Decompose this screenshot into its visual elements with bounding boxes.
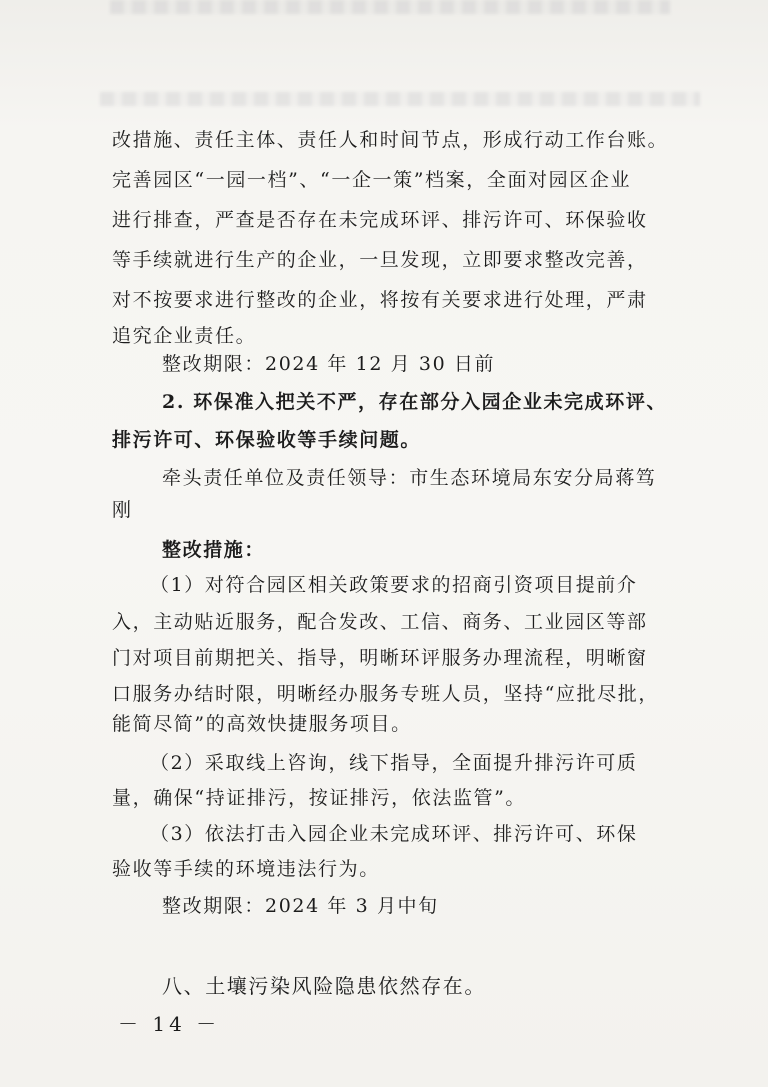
deadline-text: 整改期限：2024 年 12 月 30 日前 [162, 353, 496, 375]
paragraph-line: 改措施、责任主体、责任人和时间节点，形成行动工作台账。 [112, 129, 669, 151]
page-number: － 14 － [118, 1012, 221, 1036]
measure-item-1-line: 能简尽简”的高效快捷服务项目。 [112, 713, 412, 735]
measure-item-2: （2）采取线上咨询，线下指导，全面提升排污许可质 [150, 752, 638, 774]
measure-item-1-line: 口服务办结时限，明晰经办服务专班人员，坚持“应批尽批， [112, 683, 659, 705]
deadline-line [162, 352, 495, 376]
measure-item-3-line: 验收等手续的环境违法行为。 [112, 858, 380, 880]
deadline-line: 整改期限：2024 年 3 月中旬 [162, 895, 439, 917]
paragraph-line: 进行排查，严查是否存在未完成环评、排污许可、环保验收 [112, 209, 648, 231]
bleed-through-marks [100, 92, 700, 106]
paragraph-line: 完善园区“一园一档”、“一企一策”档案，全面对园区企业 [112, 169, 632, 191]
responsible-unit-line: 刚 [112, 499, 133, 521]
paragraph-line: 等手续就进行生产的企业，一旦发现，立即要求整改完善， [112, 249, 648, 271]
paragraph-line: 追究企业责任。 [112, 325, 257, 347]
issue-heading: 2. 环保准入把关不严，存在部分入园企业未完成环评、 [162, 391, 668, 413]
measure-item-3: （3）依法打击入园企业未完成环评、排污许可、环保 [150, 823, 638, 845]
paragraph-line: 对不按要求进行整改的企业，将按有关要求进行处理，严肃 [112, 289, 648, 311]
measures-heading: 整改措施： [162, 539, 266, 561]
measure-item-1-line: 入，主动贴近服务，配合发改、工信、商务、工业园区等部 [112, 611, 648, 633]
measure-item-1-line: 门对项目前期把关、指导，明晰环评服务办理流程，明晰窗 [112, 647, 648, 669]
issue-heading-continued: 排污许可、环保验收等手续问题。 [112, 429, 422, 451]
measure-item-1: （1）对符合园区相关政策要求的招商引资项目提前介 [150, 574, 638, 596]
section-heading: 八、土壤污染风险隐患依然存在。 [162, 974, 486, 998]
bleed-through-marks [110, 0, 670, 14]
responsible-unit-line: 牵头责任单位及责任领导：市生态环境局东安分局蒋笃 [162, 467, 657, 489]
measure-item-2-line: 量，确保“持证排污，按证排污，依法监管”。 [112, 787, 527, 809]
